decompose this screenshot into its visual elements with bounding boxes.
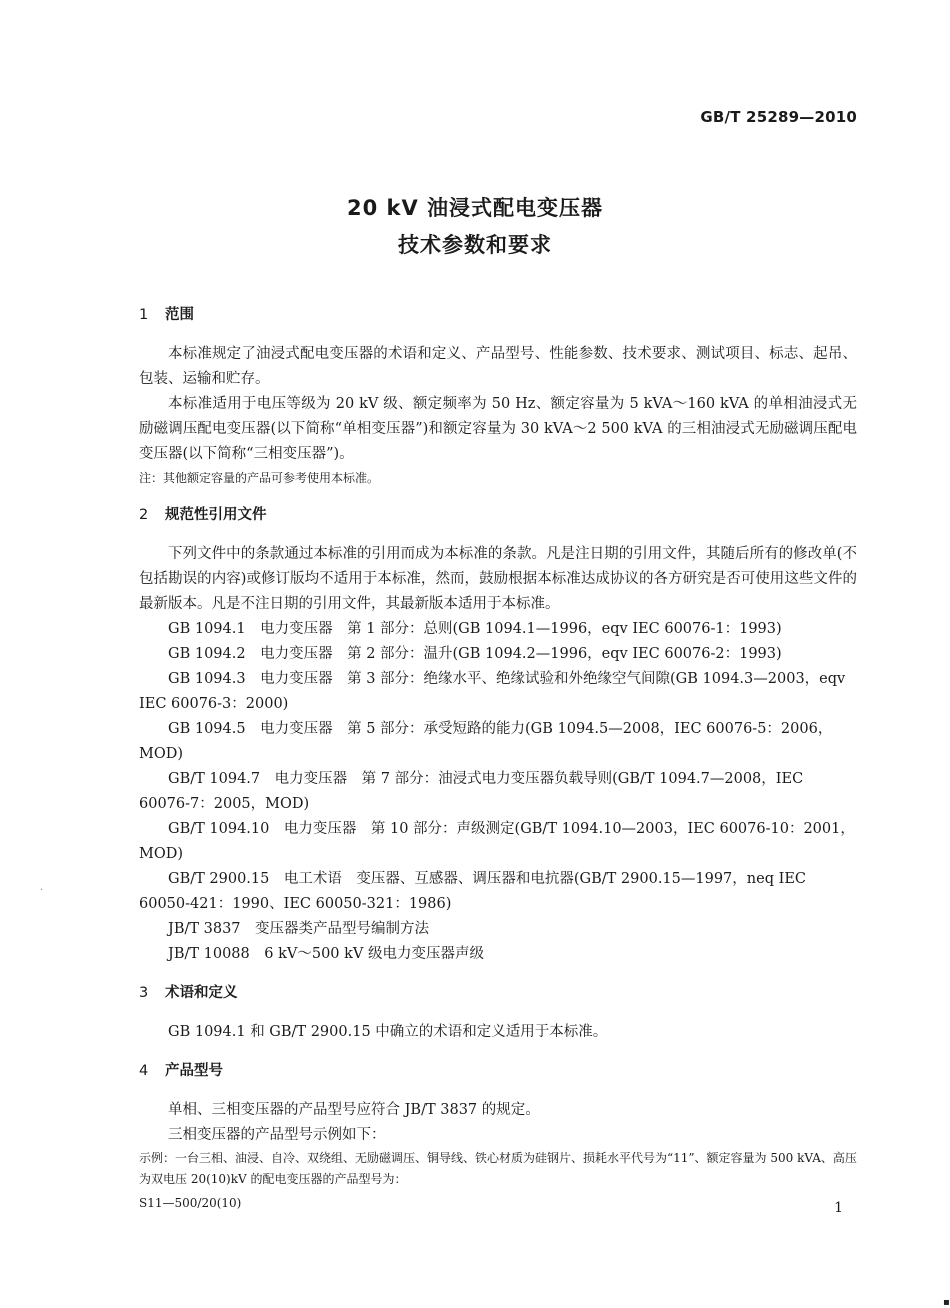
reference-item: JB/T 3837 变压器类产品型号编制方法 <box>168 921 430 937</box>
reference-item: JB/T 10088 6 kV～500 kV 级电力变压器声级 <box>168 946 485 962</box>
reference-item: GB 1094.1 电力变压器 第 1 部分：总则(GB 1094.1—1996，eqv IEC 60076-1：1993) <box>168 621 782 637</box>
paragraph: 单相、三相变压器的产品型号应符合 JB/T 3837 的规定。 <box>168 1102 540 1118</box>
example-text: 示例：一台三相、油浸、自冷、双绕组、无励磁调压、铜导线、铁心材质为硅钢片、损耗水平代号为“11”、额定容量为 500 kVA、高压为双电压 20(10)kV 的配电变压器的产品型号为： <box>139 1151 857 1186</box>
section-number: 1 <box>139 307 149 323</box>
note: 注：其他额定容量的产品可参考使用本标准。 <box>139 471 380 485</box>
section-number: 3 <box>139 985 149 1001</box>
paragraph: 下列文件中的条款通过本标准的引用而成为本标准的条款。凡是注日期的引用文件，其随后所有的修改单(不包括勘误的内容)或修订版均不适用于本标准，然而，鼓励根据本标准达成协议的各方研究是否可使用这些文件的最新版本。凡是不注日期的引用文件，其最新版本适用于本标准。 <box>139 546 857 612</box>
model-code: S11—500/20(10) <box>139 1196 242 1210</box>
reference-item: GB 1094.2 电力变压器 第 2 部分：温升(GB 1094.2—1996，eqv IEC 60076-2：1993) <box>168 646 782 662</box>
section-title: 范围 <box>165 307 194 323</box>
section-1-heading <box>139 303 857 328</box>
paragraph: 三相变压器的产品型号示例如下： <box>168 1127 386 1143</box>
document-title-line1: 20 kV 油浸式配电变压器 <box>346 196 604 220</box>
reference-item: GB/T 2900.15 电工术语 变压器、互感器、调压器和电抗器(GB/T 2900.15—1997，neq IEC 60050-421：1990、IEC 60050-321：1986) <box>139 871 807 912</box>
section-2-heading <box>139 503 857 528</box>
section-title: 术语和定义 <box>165 985 238 1001</box>
reference-item: GB/T 1094.7 电力变压器 第 7 部分：油浸式电力变压器负载导则(GB/T 1094.7—2008，IEC 60076-7：2005，MOD) <box>139 771 804 812</box>
section-4-heading <box>139 1059 857 1084</box>
section-title: 规范性引用文件 <box>165 507 267 523</box>
paragraph: GB 1094.1 和 GB/T 2900.15 中确立的术语和定义适用于本标准。 <box>168 1024 608 1040</box>
paragraph: 本标准适用于电压等级为 20 kV 级、额定频率为 50 Hz、额定容量为 5 kVA～160 kVA 的单相油浸式无励磁调压配电变压器(以下简称“单相变压器”)和额定容量为 30 kVA～2 500 kVA 的三相油浸式无励磁调压配电变压器(以下简称“三相变压器”)。 <box>139 396 857 462</box>
section-number: 2 <box>139 507 149 523</box>
scan-mark: ▪ <box>943 1297 950 1308</box>
document-body <box>139 303 857 1214</box>
standard-code: GB/T 25289—2010 <box>700 108 857 126</box>
section-title: 产品型号 <box>165 1063 223 1079</box>
section-3-heading <box>139 981 857 1006</box>
page-number: 1 <box>834 1200 843 1216</box>
scan-mark: · <box>40 885 44 896</box>
document-title-line2: 技术参数和要求 <box>398 233 552 257</box>
reference-item: GB 1094.5 电力变压器 第 5 部分：承受短路的能力(GB 1094.5—2008，IEC 60076-5：2006，MOD) <box>139 721 833 762</box>
section-number: 4 <box>139 1063 149 1079</box>
paragraph: 本标准规定了油浸式配电变压器的术语和定义、产品型号、性能参数、技术要求、测试项目、标志、起吊、包装、运输和贮存。 <box>139 346 857 387</box>
reference-item: GB 1094.3 电力变压器 第 3 部分：绝缘水平、绝缘试验和外绝缘空气间隙(GB 1094.3—2003，eqv IEC 60076-3：2000) <box>139 671 846 712</box>
reference-item: GB/T 1094.10 电力变压器 第 10 部分：声级测定(GB/T 1094.10—2003，IEC 60076-10：2001，MOD) <box>139 821 855 862</box>
